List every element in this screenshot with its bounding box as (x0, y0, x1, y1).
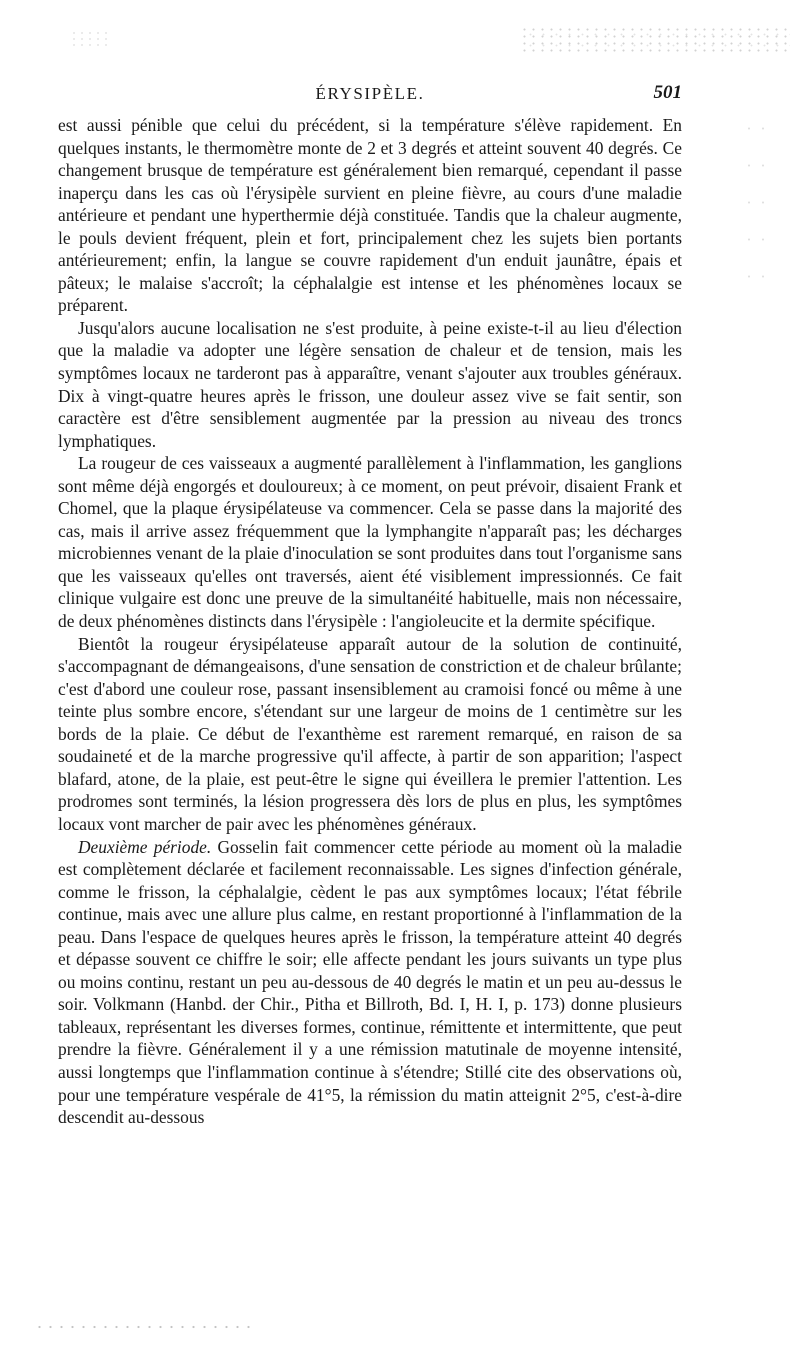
paragraph-3-text: La rougeur de ces vaisseaux a augmenté parallèlement à l'inflammation, les ganglions sont même déjà engorgés et douloureux; à ce moment, on peut prévoir, disaient Frank et Chomel, que la plaque érysipélateuse va commencer. Cela se passe dans la majorité des cas, mais il arrive assez fréquemment que la lymphangite n'apparaît pas; les décharges microbiennes venant de la plaie d'inoculation se sont produites dans tout l'organisme sans que les vaisseaux qu'elles ont traversés, aient été visiblement impressionnés. Ce fait clinique vulgaire est donc une preuve de la simultanéité habituelle, mais non nécessaire, de deux phénomènes distincts dans l'érysipèle : l'angioleucite et la dermite spécifique. (58, 453, 682, 632)
running-title: ÉRYSIPÈLE. (315, 84, 425, 103)
paragraph-5-text: Gosselin fait commencer cette période au moment où la maladie est complètement déclarée et facilement reconnaissable. Les signes d'infection générale, comme le frisson, la céphalalgie, cèdent le pas aux symptômes locaux; l'état fébrile continue, mais avec une allure plus calme, en restant proportionné à l'inflammation de la peau. Dans l'espace de quelques heures après le frisson, la température atteint 40 degrés et dépasse souvent ce chiffre le soir; elle affecte pendant les jours suivants un type plus ou moins continu, restant un peu au-dessous de 40 degrés le matin et un peu au-dessus le soir. Volkmann (Hanbd. der Chir., Pitha et Billroth, Bd. I, H. I, p. 173) donne plusieurs tableaux, représentant les diverses formes, continue, rémittente et intermittente, que peut prendre la fièvre. Généralement il y a une rémission matutinale de moyenne intensité, aussi longtemps que l'inflammation continue à s'étendre; Stillé cite des observations où, pour une température vespérale de 41°5, la rémission du matin atteignit 2°5, c'est-à-dire descendit au-dessous (58, 836, 683, 1128)
page-number: 501 (653, 82, 682, 103)
paragraph-1-text: est aussi pénible que celui du précédent, si la température s'élève rapidement. En quelques instants, le thermomètre monte de 2 et 3 degrés et atteint souvent 40 degrés. Ce changement brusque de température est généralement bien remarqué, cependant il passe inaperçu dans les cas où l'érysipèle survient en pleine fièvre, au cours d'une maladie antérieure et pendant une hyperthermie déjà constituée. Tandis que la chaleur augmente, le pouls devient fréquent, plein et fort, principalement chez les sujets bien portants antérieurement; enfin, la langue se couvre rapidement d'un enduit jaunâtre, épais et pâteux; le malaise s'accroît; la céphalalgie est intense et les phénomènes locaux se préparent. (58, 115, 682, 316)
scan-noise-right-margin (742, 110, 772, 310)
section-heading-deuxieme-periode: Deuxième période. (78, 836, 218, 857)
paragraph-4-text: Bientôt la rougeur érysipélateuse apparaît autour de la solution de continuité, s'accompagnant de démangeaisons, d'une sensation de constriction et de chaleur brûlante; c'est d'abord une couleur rose, passant insensiblement au cramoisi foncé ou même à une teinte plus sombre encore, s'étendant sur une largeur de moins de 1 centimètre sur les bords de la plaie. Ce début de l'exanthème est rarement remarqué, en raison de sa soudaineté et de la marche progressive qu'il affecte, à partir de son apparition; l'aspect blafard, atone, de la plaie, est peut-être le signe qui éveillera le premier l'attention. Les prodromes sont terminés, la lésion progressera dès lors de plus en plus, les symptômes locaux vont marcher de pair avec les phénomènes généraux. (58, 633, 682, 834)
paragraph-2-text: Jusqu'alors aucune localisation ne s'est produite, à peine existe-t-il au lieu d'élection que la maladie va adopter une légère sensation de chaleur et de tension, mais les symptômes locaux ne tarderont pas à apparaître, venant s'ajouter aux troubles généraux. Dix à vingt-quatre heures après le frisson, une douleur assez vive se fait sentir, son caractère est d'être sensiblement augmentée par la pression au niveau des troncs lymphatiques. (58, 317, 682, 451)
scan-noise-top-left (70, 30, 110, 48)
paragraph-4 (58, 633, 682, 836)
page-header (58, 82, 682, 108)
scan-noise-top-right (520, 26, 790, 52)
body-text (58, 114, 682, 1129)
paragraph-5 (58, 836, 682, 1129)
paragraph-3 (58, 452, 682, 632)
paragraph-2 (58, 317, 682, 452)
paragraph-1 (58, 114, 682, 317)
scan-noise-bottom (34, 1324, 254, 1330)
